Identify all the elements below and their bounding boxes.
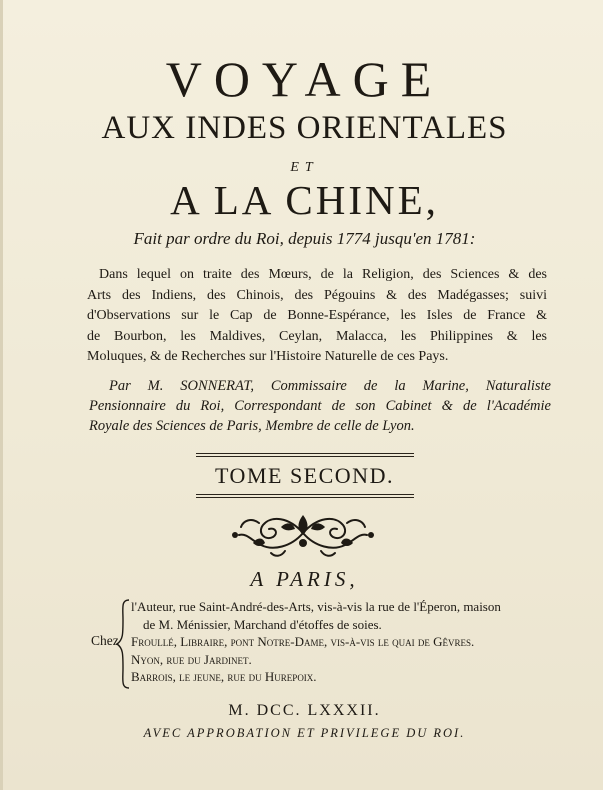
description-paragraph [87,265,547,368]
title-voyage: VOYAGE [165,51,444,107]
description-line: Moluques, & de Recherches sur l'Histoire Naturelle de ces Pays. [87,349,449,364]
volume-label: TOME SECOND. [215,463,394,488]
address-line: Froullé, Libraire, pont Notre-Dame, vis-à-vis le quai de Gêvres. [131,634,475,649]
address-line: l'Auteur, rue Saint-André-des-Arts, vis-à-vis la rue de l'Éperon, maison [131,599,501,614]
bottom-rule-double [196,497,414,498]
address-line: Barrois, le jeune, rue du Hurepoix. [131,669,317,684]
address-line: de M. Ménissier, Marchand d'étoffes de soies. [143,616,382,632]
subtitle: Fait par ordre du Roi, depuis 1774 jusqu'en 1781: [133,229,476,248]
author-line: Royale des Sciences de Paris, Membre de celle de Lyon. [89,418,415,434]
top-rule-double [196,456,414,457]
address-line: Nyon, rue du Jardinet. [131,651,252,667]
publication-date: M. DCC. LXXXII. [228,702,381,719]
author-line: Pensionnaire du Roi, Correspondant de son Cabinet & de l'Académie [89,398,551,414]
place-of-publication: A PARIS, [250,567,359,591]
fleuron-ornament-icon [229,507,377,559]
description-line: d'Observations sur le Cap de Bonne-Espérance, les Isles de France & [87,308,547,323]
author-paragraph [89,376,551,436]
author-line: Par M. SONNERAT, Commissaire de la Marine, Naturaliste [109,378,551,394]
description-line: de Bourbon, les Maldives, Ceylan, Malacca, les Philippines & les [87,328,547,344]
approbation-line: AVEC APPROBATION ET PRIVILEGE DU ROI. [143,726,466,740]
bottom-rule [196,494,414,495]
chez-label: Chez [91,633,119,648]
brace-icon [115,598,131,690]
title-indes-orientales: AUX INDES ORIENTALES [101,110,508,146]
title-la-chine: A LA CHINE, [170,177,439,223]
description-line: Arts des Indiens, des Chinois, des Pégouins & des Madégasses; suivi [87,287,547,303]
description-line: Dans lequel on traite des Mœurs, de la Religion, des Sciences & des [99,267,547,282]
top-rule [196,453,414,454]
publisher-addresses [131,598,551,686]
title-et: ET [290,160,319,175]
